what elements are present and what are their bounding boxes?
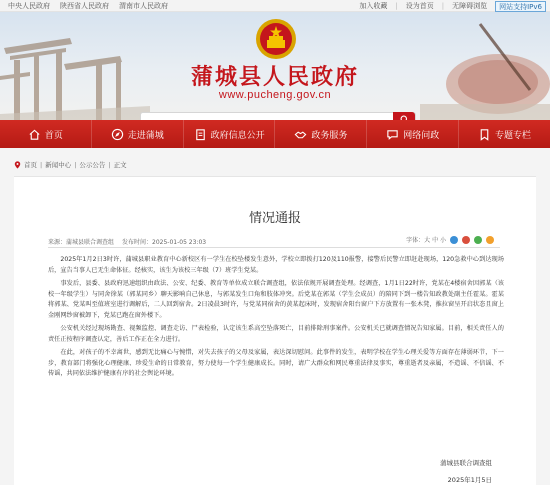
- article-meta: [48, 237, 206, 246]
- national-emblem-icon: [255, 18, 297, 60]
- link-shaanxi-gov[interactable]: 陕西省人民政府: [60, 2, 109, 10]
- breadcrumb-separator: |: [108, 160, 111, 169]
- nav-inquiry-label: 网络问政: [403, 130, 440, 141]
- set-homepage-link[interactable]: 设为首页: [405, 2, 434, 10]
- search-button[interactable]: [393, 112, 415, 120]
- nav-info-label: 政府信息公开: [210, 130, 265, 141]
- breadcrumb-separator: |: [74, 160, 77, 169]
- breadcrumb-announcements[interactable]: 公示公告: [79, 161, 106, 169]
- ipv6-badge: 网站支持IPv6: [495, 1, 546, 12]
- main-nav: [0, 120, 550, 148]
- top-links-left: [8, 0, 168, 12]
- nav-about-label: 走进蒲城: [127, 130, 164, 141]
- site-title: 蒲城县人民政府: [190, 64, 359, 90]
- article-paragraph: 公安机关经过现场勘查、视频监控、调查走访、尸表检验，认定该生系高空坠落死亡，目前排除刑事案件。公安机关已就调查情况告知家属。目前，相关责任人的责任正按程序调查认定，善后工作正在全力进行。: [48, 325, 504, 343]
- weibo-icon[interactable]: [462, 236, 470, 244]
- nav-special-topics[interactable]: [459, 120, 550, 148]
- document-icon: [194, 128, 207, 141]
- article-title: 情况通报: [248, 211, 301, 226]
- handshake-icon: [294, 128, 307, 141]
- breadcrumb-home[interactable]: 首页: [24, 161, 37, 169]
- article-paragraph: 在此，对孩子的不幸离世，感到无比痛心与惋惜，对失去孩子的父母及家属，表达深切慰问。此事件的发生，表明学校在学生心理关爱等方面存在薄弱环节，下一步，教育部门将强化心理健康、珍爱生命的日常教育，努力使每一个学生健康成长。同时，请广大群众和网民尊重法律及事实，尊重逝者及亲属，不造谣、不信谣、不传谣，共同依法维护健康有序的社会舆论环境。: [48, 349, 504, 377]
- add-favorite-link[interactable]: 加入收藏: [359, 2, 388, 10]
- breadcrumb-news-center[interactable]: 新闻中心: [45, 161, 72, 169]
- article-paragraph: 2025年1月2日3时许，蒲城县职业教育中心新校区有一学生在校坠楼发生意外，学校立即拨打120及110报警，接警后民警立即赶赴现场，120急救中心到达现场后，宣告当事人已无生命体征。经核实，该生为该校三年级（7）班学生党某。: [48, 256, 504, 274]
- signature-org: 蒲城县联合调查组: [440, 459, 492, 467]
- breadcrumb-separator: |: [40, 160, 43, 169]
- nav-about-pucheng[interactable]: [92, 120, 184, 148]
- location-icon: [14, 161, 21, 169]
- article-published-time: 发布时间：2025-01-05 23:03: [122, 239, 207, 246]
- bookmark-icon: [478, 128, 491, 141]
- nav-home[interactable]: [0, 120, 92, 148]
- compass-icon: [111, 128, 124, 141]
- font-size-control[interactable]: 字体：大 中 小: [406, 237, 446, 244]
- nav-online-inquiry[interactable]: [367, 120, 459, 148]
- breadcrumb-current: 正文: [113, 161, 127, 169]
- breadcrumb: [14, 160, 127, 169]
- link-weinan-gov[interactable]: 渭南市人民政府: [119, 2, 168, 10]
- divider: [48, 247, 500, 248]
- site-search: [140, 112, 416, 120]
- accessibility-link[interactable]: 无障碍浏览: [452, 2, 488, 10]
- link-central-gov[interactable]: 中央人民政府: [8, 2, 50, 10]
- article-tools: [406, 235, 494, 244]
- article-body: [48, 255, 504, 383]
- nav-services-label: 政务服务: [311, 130, 348, 141]
- nav-topics-label: 专题专栏: [495, 130, 532, 141]
- chat-icon: [386, 128, 399, 141]
- signature-date: 2025年1月5日: [447, 476, 492, 484]
- site-url: www.pucheng.gov.cn: [218, 89, 332, 101]
- wechat-icon[interactable]: [474, 236, 482, 244]
- qzone-icon[interactable]: [486, 236, 494, 244]
- article-signature: [440, 455, 492, 485]
- nav-info-disclosure[interactable]: [184, 120, 276, 148]
- header-banner: [0, 12, 550, 120]
- nav-gov-services[interactable]: [275, 120, 367, 148]
- article-source: 来源：蒲城县联合调查组: [48, 239, 115, 246]
- content-area: [0, 148, 550, 485]
- share-icon[interactable]: [450, 236, 458, 244]
- top-link-bar: [0, 0, 550, 12]
- top-links-right: [359, 0, 546, 12]
- separator: |: [395, 2, 398, 10]
- nav-home-label: 首页: [44, 130, 63, 141]
- article-paragraph: 事发后，县委、县政府迅速组织由政法、公安、纪委、教育等单位成立联合调查组，依法依规开展调查处理。经调查，1月1日22时许，党某在4楼宿舍因郭某（该校一年级学生）与同舍徐某（郭某同乡）聊天影响自己休息，与郭某发生口角和肢体冲突。后党某在郭某（学生会成员）的陪同下到一楼告知政教处副主任霍某。霍某将郭某、党某叫至值班室进行调解后，二人回到宿舍。2日凌晨3时许，与党某同宿舍的黄某起床时，发现宿舍阳台窗户下方放置有一张木凳，推拉窗呈开启状态且窗上金刚网纱窗被卸下，党某已跑在窗外楼下。: [48, 280, 504, 319]
- home-icon: [28, 128, 41, 141]
- article-panel: [14, 176, 536, 485]
- separator: |: [441, 2, 445, 10]
